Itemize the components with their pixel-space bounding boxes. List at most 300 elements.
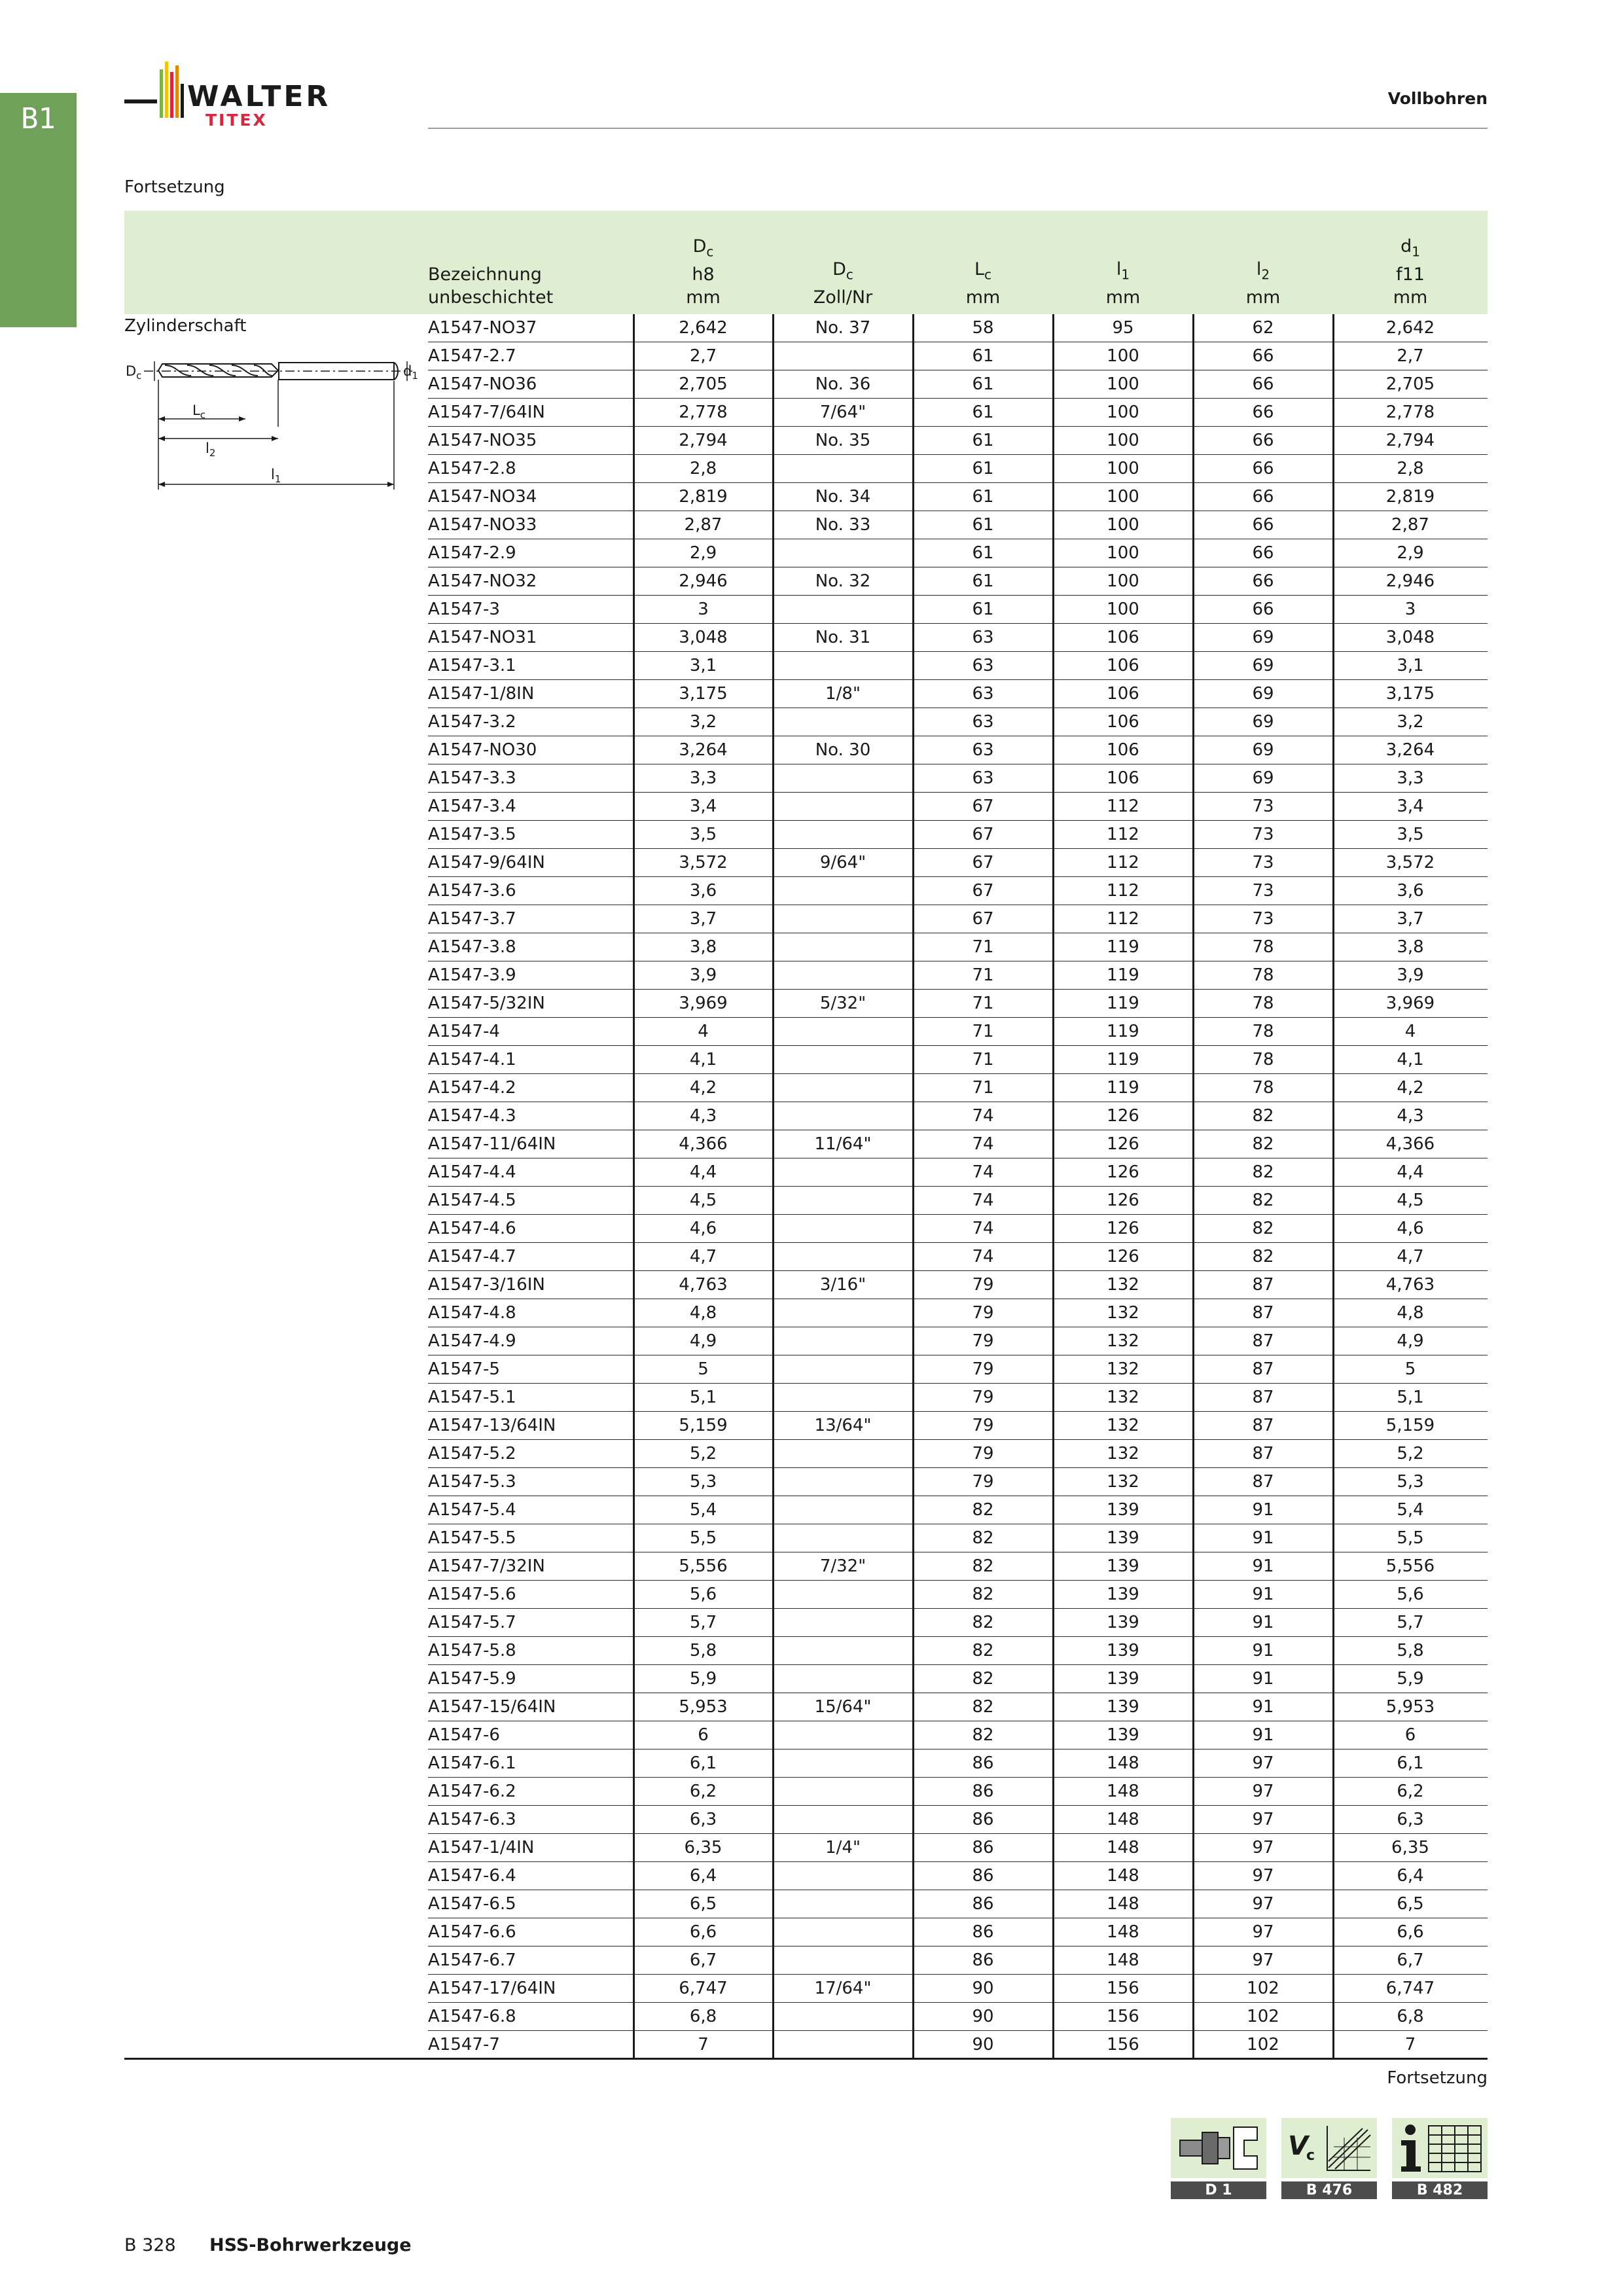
- cell-lc: 82: [972, 1669, 994, 1689]
- cell-d1: 4,9: [1397, 1331, 1424, 1351]
- cell-lc: 67: [972, 909, 994, 929]
- table-row: [428, 961, 1488, 990]
- cell-dc-mm: 5,556: [679, 1556, 728, 1576]
- column-header-line: $l_2$: [1256, 259, 1270, 282]
- cell-l1: 119: [1107, 1050, 1139, 1069]
- cell-dc-inch: [773, 1299, 913, 1327]
- cell-lc: 79: [972, 1388, 994, 1407]
- cell-l1: 148: [1107, 1894, 1139, 1914]
- reference-box-d1[interactable]: [1171, 2118, 1266, 2197]
- section-tab-label: B1: [21, 102, 56, 135]
- cell-d1: 5,953: [1385, 1697, 1435, 1717]
- cell-designation: A1547-3.5: [428, 825, 516, 844]
- cell-l1: 139: [1107, 1725, 1139, 1745]
- cell-lc: 67: [972, 853, 994, 872]
- cell-dc-mm: 5,1: [689, 1388, 717, 1407]
- cell-dc-mm: 4,9: [689, 1331, 717, 1351]
- cell-dc-inch: [773, 1524, 913, 1552]
- cell-designation: A1547-2.7: [428, 346, 516, 366]
- cell-designation: A1547-4.4: [428, 1162, 516, 1182]
- svg-text:V: V: [1288, 2131, 1308, 2161]
- cell-lc: 63: [972, 628, 994, 647]
- table-row: [428, 427, 1488, 455]
- cell-lc: 79: [972, 1444, 994, 1463]
- table-row: [428, 1581, 1488, 1609]
- cell-lc: 82: [972, 1556, 994, 1576]
- table-row: [428, 1890, 1488, 1918]
- cell-dc-mm: 3,264: [679, 740, 728, 760]
- column-divider: [912, 314, 914, 2059]
- cell-d1: 4,3: [1397, 1106, 1424, 1126]
- cell-l1: 139: [1107, 1528, 1139, 1548]
- reference-box-b482[interactable]: [1392, 2118, 1488, 2197]
- cell-l1: 100: [1107, 431, 1139, 450]
- cell-designation: A1547-5/32IN: [428, 994, 545, 1013]
- cell-lc: 67: [972, 825, 994, 844]
- cell-dc-inch: [773, 2003, 913, 2031]
- cell-d1: 2,9: [1397, 543, 1424, 563]
- cell-d1: 4,5: [1397, 1191, 1424, 1210]
- cell-d1: 4,366: [1385, 1134, 1435, 1154]
- table-row: [428, 1665, 1488, 1693]
- cell-d1: 2,819: [1385, 487, 1435, 507]
- cell-lc: 86: [972, 1894, 994, 1914]
- table-row: [428, 1299, 1488, 1327]
- cell-l1: 112: [1107, 909, 1139, 929]
- cell-l1: 100: [1107, 346, 1139, 366]
- cell-d1: 3,5: [1397, 825, 1424, 844]
- cell-designation: A1547-4.9: [428, 1331, 516, 1351]
- cell-designation: A1547-5.5: [428, 1528, 516, 1548]
- cell-dc-mm: 2,7: [689, 346, 717, 366]
- cell-l1: 119: [1107, 937, 1139, 957]
- cell-l1: 148: [1107, 1838, 1139, 1857]
- cell-lc: 61: [972, 403, 994, 422]
- table-row: [428, 877, 1488, 905]
- diagram-label-lc: $L_c$: [192, 403, 205, 421]
- cell-l2: 69: [1252, 656, 1274, 675]
- cell-designation: A1547-4.1: [428, 1050, 516, 1069]
- cell-lc: 86: [972, 1810, 994, 1829]
- cell-designation: A1547-3.2: [428, 712, 516, 732]
- cell-d1: 5,8: [1397, 1641, 1424, 1660]
- cell-lc: 61: [972, 515, 994, 535]
- cell-designation: A1547-7: [428, 2035, 500, 2054]
- cell-dc-inch: [773, 1187, 913, 1215]
- cell-dc-mm: 6,5: [689, 1894, 717, 1914]
- cell-d1: 4,2: [1397, 1078, 1424, 1098]
- table-row: [428, 483, 1488, 511]
- cell-l2: 73: [1252, 881, 1274, 901]
- cell-l1: 132: [1107, 1359, 1139, 1379]
- cell-d1: 5,1: [1397, 1388, 1424, 1407]
- cell-l1: 100: [1107, 600, 1139, 619]
- cell-l1: 106: [1107, 656, 1139, 675]
- cell-l2: 82: [1252, 1191, 1274, 1210]
- cell-dc-mm: 2,946: [679, 571, 728, 591]
- cell-d1: 6,4: [1397, 1866, 1424, 1886]
- cell-designation: A1547-5.1: [428, 1388, 516, 1407]
- cell-lc: 63: [972, 740, 994, 760]
- cell-lc: 67: [972, 797, 994, 816]
- reference-label: B 476: [1281, 2181, 1377, 2199]
- cell-dc-inch: [773, 1440, 913, 1468]
- cell-lc: 82: [972, 1585, 994, 1604]
- cell-d1: 2,705: [1385, 374, 1435, 394]
- column-header-line: mm: [1393, 287, 1428, 308]
- cell-l2: 87: [1252, 1416, 1274, 1435]
- table-row: [428, 1975, 1488, 2003]
- cell-designation: A1547-5.4: [428, 1500, 516, 1520]
- cell-d1: 4,1: [1397, 1050, 1424, 1069]
- cell-lc: 74: [972, 1247, 994, 1266]
- column-header-line: mm: [1245, 287, 1281, 308]
- table-row: [428, 624, 1488, 652]
- cell-designation: A1547-6.3: [428, 1810, 516, 1829]
- cell-l2: 97: [1252, 1810, 1274, 1829]
- reference-box-b476[interactable]: [1281, 2118, 1377, 2197]
- reference-label: B 482: [1392, 2181, 1488, 2199]
- cell-lc: 86: [972, 1866, 994, 1886]
- cell-l2: 82: [1252, 1219, 1274, 1238]
- cell-l2: 66: [1252, 431, 1274, 450]
- cell-l2: 78: [1252, 994, 1274, 1013]
- shank-label: Zylinderschaft: [124, 316, 247, 336]
- cell-d1: 6,3: [1397, 1810, 1424, 1829]
- cell-dc-mm: 4,3: [689, 1106, 717, 1126]
- cell-designation: A1547-NO36: [428, 374, 537, 394]
- cell-d1: 6,2: [1397, 1782, 1424, 1801]
- cell-lc: 61: [972, 459, 994, 478]
- cell-l2: 82: [1252, 1134, 1274, 1154]
- cell-dc-inch: 7/64": [819, 403, 866, 422]
- table-row: [428, 736, 1488, 764]
- cell-l1: 132: [1107, 1444, 1139, 1463]
- cell-d1: 2,642: [1385, 318, 1435, 338]
- cell-l2: 97: [1252, 1838, 1274, 1857]
- cell-dc-mm: 2,9: [689, 543, 717, 563]
- column-header-line: unbeschichtet: [428, 287, 554, 308]
- cell-l2: 97: [1252, 1950, 1274, 1970]
- cell-l1: 106: [1107, 684, 1139, 704]
- cell-d1: 4,4: [1397, 1162, 1424, 1182]
- cell-dc-inch: [773, 1890, 913, 1918]
- column-divider: [1332, 314, 1334, 2059]
- cell-dc-inch: [773, 1074, 913, 1102]
- header-rule: [428, 128, 1488, 129]
- cell-dc-inch: 7/32": [819, 1556, 866, 1576]
- continued-label-bottom: Fortsetzung: [1387, 2068, 1488, 2088]
- cell-lc: 79: [972, 1275, 994, 1295]
- cell-d1: 2,778: [1385, 403, 1435, 422]
- cell-d1: 5,6: [1397, 1585, 1424, 1604]
- cell-designation: A1547-NO31: [428, 628, 537, 647]
- cell-d1: 3,3: [1397, 768, 1424, 788]
- cell-l2: 62: [1252, 318, 1274, 338]
- cell-d1: 5,556: [1385, 1556, 1435, 1576]
- column-header-line: mm: [965, 287, 1001, 308]
- cell-designation: A1547-3.6: [428, 881, 516, 901]
- cell-designation: A1547-1/8IN: [428, 684, 535, 704]
- cell-l1: 139: [1107, 1641, 1139, 1660]
- cell-designation: A1547-NO30: [428, 740, 537, 760]
- table-row: [428, 539, 1488, 567]
- cell-l1: 156: [1107, 1979, 1139, 1998]
- cell-designation: A1547-7/64IN: [428, 403, 545, 422]
- column-header-dc-mm: [633, 211, 773, 309]
- table-row: [428, 399, 1488, 427]
- cell-d1: 2,7: [1397, 346, 1424, 366]
- cell-lc: 63: [972, 684, 994, 704]
- table-row: [428, 370, 1488, 399]
- cell-designation: A1547-2.9: [428, 543, 516, 563]
- cell-l1: 139: [1107, 1556, 1139, 1576]
- table-row: [428, 1552, 1488, 1581]
- table-row: [428, 1130, 1488, 1158]
- cell-dc-mm: 6,3: [689, 1810, 717, 1829]
- cell-dc-mm: 3,5: [689, 825, 717, 844]
- cell-dc-inch: [773, 652, 913, 680]
- table-row: [428, 1749, 1488, 1778]
- column-header-line: h8: [692, 264, 715, 285]
- cell-l1: 148: [1107, 1782, 1139, 1801]
- cell-l1: 132: [1107, 1303, 1139, 1323]
- cell-dc-mm: 4,6: [689, 1219, 717, 1238]
- cell-l1: 132: [1107, 1331, 1139, 1351]
- cell-lc: 86: [972, 1753, 994, 1773]
- table-row: [428, 1946, 1488, 1975]
- cell-l2: 97: [1252, 1894, 1274, 1914]
- cell-dc-mm: 2,778: [679, 403, 728, 422]
- cell-dc-mm: 3: [698, 600, 709, 619]
- column-divider: [772, 314, 774, 2059]
- cell-dc-mm: 3,8: [689, 937, 717, 957]
- table-row: [428, 1721, 1488, 1749]
- cell-designation: A1547-5.3: [428, 1472, 516, 1492]
- table-row: [428, 1862, 1488, 1890]
- table-row: [428, 1327, 1488, 1355]
- cell-d1: 2,946: [1385, 571, 1435, 591]
- column-header-line: $D_c$: [692, 236, 714, 259]
- cell-l1: 112: [1107, 825, 1139, 844]
- cell-dc-mm: 3,1: [689, 656, 717, 675]
- cell-l2: 66: [1252, 600, 1274, 619]
- cell-d1: 6,5: [1397, 1894, 1424, 1914]
- cell-d1: 7: [1404, 2035, 1416, 2054]
- walter-titex-logo: [124, 58, 399, 136]
- cell-designation: A1547-9/64IN: [428, 853, 545, 872]
- cell-l1: 126: [1107, 1219, 1139, 1238]
- cell-dc-inch: [773, 1355, 913, 1384]
- cell-d1: 5: [1404, 1359, 1416, 1379]
- cell-dc-inch: No. 30: [815, 740, 871, 760]
- cell-dc-mm: 3,2: [689, 712, 717, 732]
- cell-l2: 66: [1252, 346, 1274, 366]
- cell-dc-inch: [773, 1046, 913, 1074]
- cell-d1: 3,572: [1385, 853, 1435, 872]
- cell-lc: 82: [972, 1641, 994, 1660]
- cell-l2: 91: [1252, 1528, 1274, 1548]
- cell-l1: 106: [1107, 628, 1139, 647]
- cell-designation: A1547-11/64IN: [428, 1134, 556, 1154]
- table-row: [428, 1609, 1488, 1637]
- cell-l2: 97: [1252, 1866, 1274, 1886]
- cell-d1: 3: [1404, 600, 1416, 619]
- cell-dc-mm: 6,35: [684, 1838, 722, 1857]
- cell-designation: A1547-15/64IN: [428, 1697, 556, 1717]
- cell-designation: A1547-5.9: [428, 1669, 516, 1689]
- cell-designation: A1547-5: [428, 1359, 500, 1379]
- cell-dc-inch: [773, 596, 913, 624]
- cell-designation: A1547-6.2: [428, 1782, 516, 1801]
- cell-lc: 61: [972, 600, 994, 619]
- cell-designation: A1547-NO34: [428, 487, 537, 507]
- cell-l2: 87: [1252, 1275, 1274, 1295]
- cell-designation: A1547-6.6: [428, 1922, 516, 1942]
- cell-lc: 90: [972, 2007, 994, 2026]
- cell-designation: A1547-5.7: [428, 1613, 516, 1632]
- cell-l1: 139: [1107, 1613, 1139, 1632]
- cell-dc-inch: [773, 1018, 913, 1046]
- cell-dc-mm: 6,8: [689, 2007, 717, 2026]
- column-header-l1: [1053, 211, 1193, 309]
- cell-l1: 126: [1107, 1134, 1139, 1154]
- cell-dc-inch: [773, 961, 913, 990]
- cell-l2: 87: [1252, 1472, 1274, 1492]
- cell-l1: 100: [1107, 543, 1139, 563]
- table-row: [428, 708, 1488, 736]
- cell-l1: 119: [1107, 965, 1139, 985]
- cell-lc: 63: [972, 656, 994, 675]
- cell-dc-inch: 17/64": [814, 1979, 872, 1998]
- cell-d1: 3,6: [1397, 881, 1424, 901]
- cell-l1: 106: [1107, 740, 1139, 760]
- cell-lc: 63: [972, 768, 994, 788]
- cell-l2: 73: [1252, 825, 1274, 844]
- cell-d1: 4,8: [1397, 1303, 1424, 1323]
- table-row: [428, 1440, 1488, 1468]
- cell-dc-inch: No. 31: [815, 628, 871, 647]
- cell-l1: 156: [1107, 2007, 1139, 2026]
- cell-d1: 4,7: [1397, 1247, 1424, 1266]
- cell-dc-mm: 2,705: [679, 374, 728, 394]
- diagram-label-l2: $l_2$: [205, 440, 216, 459]
- cell-lc: 82: [972, 1528, 994, 1548]
- cell-l2: 69: [1252, 628, 1274, 647]
- cell-d1: 3,175: [1385, 684, 1435, 704]
- header-title: Vollbohren: [1387, 89, 1488, 108]
- cell-designation: A1547-4.6: [428, 1219, 516, 1238]
- cell-lc: 71: [972, 994, 994, 1013]
- cell-dc-mm: 5,4: [689, 1500, 717, 1520]
- cell-dc-inch: [773, 1581, 913, 1609]
- cell-d1: 6,747: [1385, 1979, 1435, 1998]
- cell-dc-inch: 9/64": [819, 853, 866, 872]
- column-header-line: mm: [1105, 287, 1141, 308]
- cell-designation: A1547-1/4IN: [428, 1838, 535, 1857]
- cell-l2: 87: [1252, 1303, 1274, 1323]
- cell-designation: A1547-4.2: [428, 1078, 516, 1098]
- cell-lc: 86: [972, 1922, 994, 1942]
- cell-dc-inch: [773, 1384, 913, 1412]
- cell-dc-mm: 7: [698, 2035, 709, 2054]
- cell-dc-mm: 5,953: [679, 1697, 728, 1717]
- cell-l2: 102: [1247, 2007, 1279, 2026]
- cell-dc-inch: [773, 1215, 913, 1243]
- cell-d1: 5,2: [1397, 1444, 1424, 1463]
- cell-l2: 66: [1252, 515, 1274, 535]
- cell-designation: A1547-6.1: [428, 1753, 516, 1773]
- cell-l2: 69: [1252, 740, 1274, 760]
- cell-lc: 86: [972, 1782, 994, 1801]
- cell-dc-mm: 5,2: [689, 1444, 717, 1463]
- table-row: [428, 1158, 1488, 1187]
- cell-lc: 61: [972, 346, 994, 366]
- cell-dc-inch: [773, 1468, 913, 1496]
- cell-dc-inch: [773, 708, 913, 736]
- table-row: [428, 1355, 1488, 1384]
- cell-l1: 139: [1107, 1669, 1139, 1689]
- cell-dc-inch: [773, 1778, 913, 1806]
- cell-lc: 82: [972, 1500, 994, 1520]
- drill-diagram: [124, 361, 425, 490]
- cell-designation: A1547-3: [428, 600, 500, 619]
- cell-designation: A1547-4.7: [428, 1247, 516, 1266]
- cell-l1: 156: [1107, 2035, 1139, 2054]
- tool-holder-icon: [1171, 2118, 1266, 2178]
- column-header-line: mm: [686, 287, 721, 308]
- table-row: [428, 905, 1488, 933]
- cell-dc-inch: [773, 1806, 913, 1834]
- cell-dc-mm: 2,87: [684, 515, 722, 535]
- cell-lc: 82: [972, 1613, 994, 1632]
- cell-dc-mm: 5,159: [679, 1416, 728, 1435]
- cell-dc-inch: [773, 1721, 913, 1749]
- table-row: [428, 652, 1488, 680]
- cell-l1: 106: [1107, 768, 1139, 788]
- table-row: [428, 342, 1488, 370]
- cell-dc-inch: [773, 455, 913, 483]
- cell-dc-mm: 3,572: [679, 853, 728, 872]
- column-header-line: $l_1$: [1116, 259, 1130, 282]
- cell-l2: 97: [1252, 1922, 1274, 1942]
- cell-l2: 91: [1252, 1669, 1274, 1689]
- cell-lc: 79: [972, 1472, 994, 1492]
- table-row: [428, 1834, 1488, 1862]
- table-row: [428, 849, 1488, 877]
- cell-l1: 148: [1107, 1866, 1139, 1886]
- logo-brand: WALTER: [187, 80, 331, 113]
- cell-dc-mm: 4,4: [689, 1162, 717, 1182]
- cell-lc: 86: [972, 1950, 994, 1970]
- reference-label: D 1: [1171, 2181, 1266, 2199]
- cell-d1: 3,8: [1397, 937, 1424, 957]
- table-body: [428, 314, 1488, 2059]
- table-row: [428, 596, 1488, 624]
- cell-d1: 6: [1404, 1725, 1416, 1745]
- cell-lc: 71: [972, 937, 994, 957]
- cell-l1: 148: [1107, 1810, 1139, 1829]
- cell-dc-mm: 4,763: [679, 1275, 728, 1295]
- column-divider: [633, 314, 635, 2059]
- section-tab: [0, 93, 77, 327]
- cell-dc-mm: 2,819: [679, 487, 728, 507]
- cell-designation: A1547-5.6: [428, 1585, 516, 1604]
- cell-l1: 119: [1107, 1022, 1139, 1041]
- cell-l2: 66: [1252, 403, 1274, 422]
- cell-dc-inch: [773, 933, 913, 961]
- cell-dc-mm: 5: [698, 1359, 709, 1379]
